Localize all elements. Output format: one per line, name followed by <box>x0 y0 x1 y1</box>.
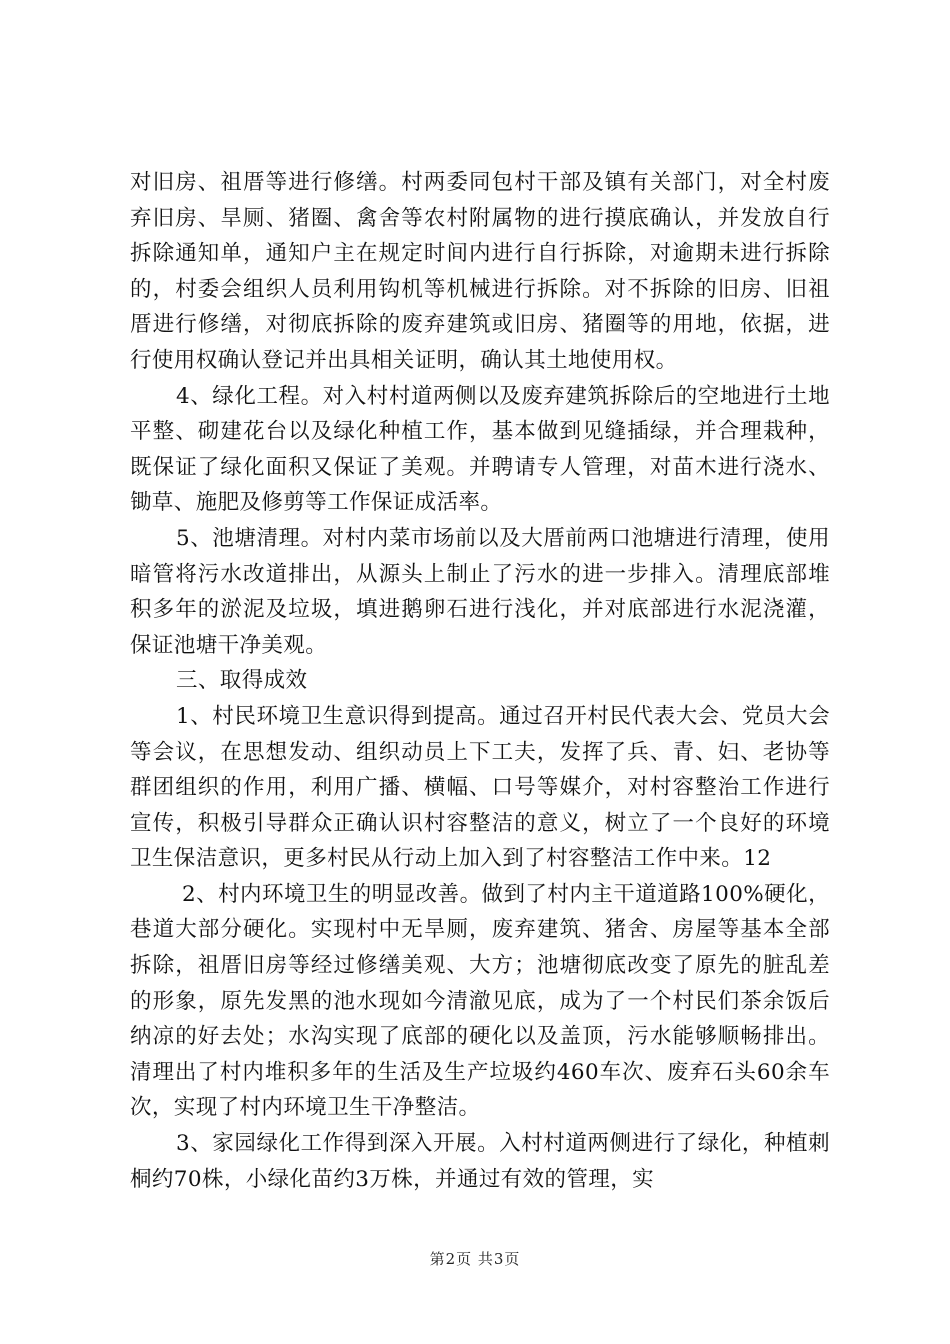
paragraph-repair-old-houses: 对旧房、祖厝等进行修缮。村两委同包村干部及镇有关部门，对全村废弃旧房、旱厕、猪圈、禽舍等农村附属物的进行摸底确认，并发放自行拆除通知单，通知户主在规定时间内进行自行拆除，对逾期未进行拆除的，村委会组织人员利用钩机等机械进行拆除。对不拆除的旧房、旧祖厝进行修缮，对彻底拆除的废弃建筑或旧房、猪圈等的用地，依据，进行使用权确认登记并出具相关证明，确认其土地使用权。 <box>130 170 830 373</box>
paragraph-pond-cleanup: 5、池塘清理。对村内菜市场前以及大厝前两口池塘进行清理，使用暗管将污水改道排出，从源头上制止了污水的进一步排入。清理底部堆积多年的淤泥及垃圾，填进鹅卵石进行浅化，并对底部进行水泥浇灌，保证池塘干净美观。 <box>130 525 830 658</box>
document-body <box>130 165 830 1197</box>
section-heading-results: 三、取得成效 <box>176 668 308 694</box>
paragraph-hygiene-awareness: 1、村民环境卫生意识得到提高。通过召开村民代表大会、党员大会等会议，在思想发动、组织动员上下工夫，发挥了兵、青、妇、老协等群团组织的作用，利用广播、横幅、口号等媒介，对村容整治工作进行宣传，积极引导群众正确认识村容整洁的意义，树立了一个良好的环境卫生保洁意识，更多村民从行动上加入到了村容整洁工作中来。12 <box>130 703 830 872</box>
paragraph-greening-project: 4、绿化工程。对入村村道两侧以及废弃建筑拆除后的空地进行土地平整、砌建花台以及绿化种植工作，基本做到见缝插绿，并合理栽种，既保证了绿化面积又保证了美观。并聘请专人管理，对苗木进行浇水、锄草、施肥及修剪等工作保证成活率。 <box>130 383 830 516</box>
page-number-footer: 第2页 共3页 <box>429 1250 521 1268</box>
paragraph-home-greening: 3、家园绿化工作得到深入开展。入村村道两侧进行了绿化，种植刺桐约70株，小绿化苗约3万株，并通过有效的管理，实 <box>130 1131 830 1192</box>
paragraph-environment-improvement: 2、村内环境卫生的明显改善。做到了村内主干道道路100%硬化，巷道大部分硬化。实现村中无旱厕，废弃建筑、猪舍、房屋等基本全部拆除，祖厝旧房等经过修缮美观、大方；池塘彻底改变了原先的脏乱差的形象，原先发黑的池水现如今清澈见底，成为了一个村民们茶余饭后纳凉的好去处；水沟实现了底部的硬化以及盖顶，污水能够顺畅排出。清理出了村内堆积多年的生活及生产垃圾约460车次、废弃石头60余车次，实现了村内环境卫生干净整洁。 <box>130 881 830 1121</box>
